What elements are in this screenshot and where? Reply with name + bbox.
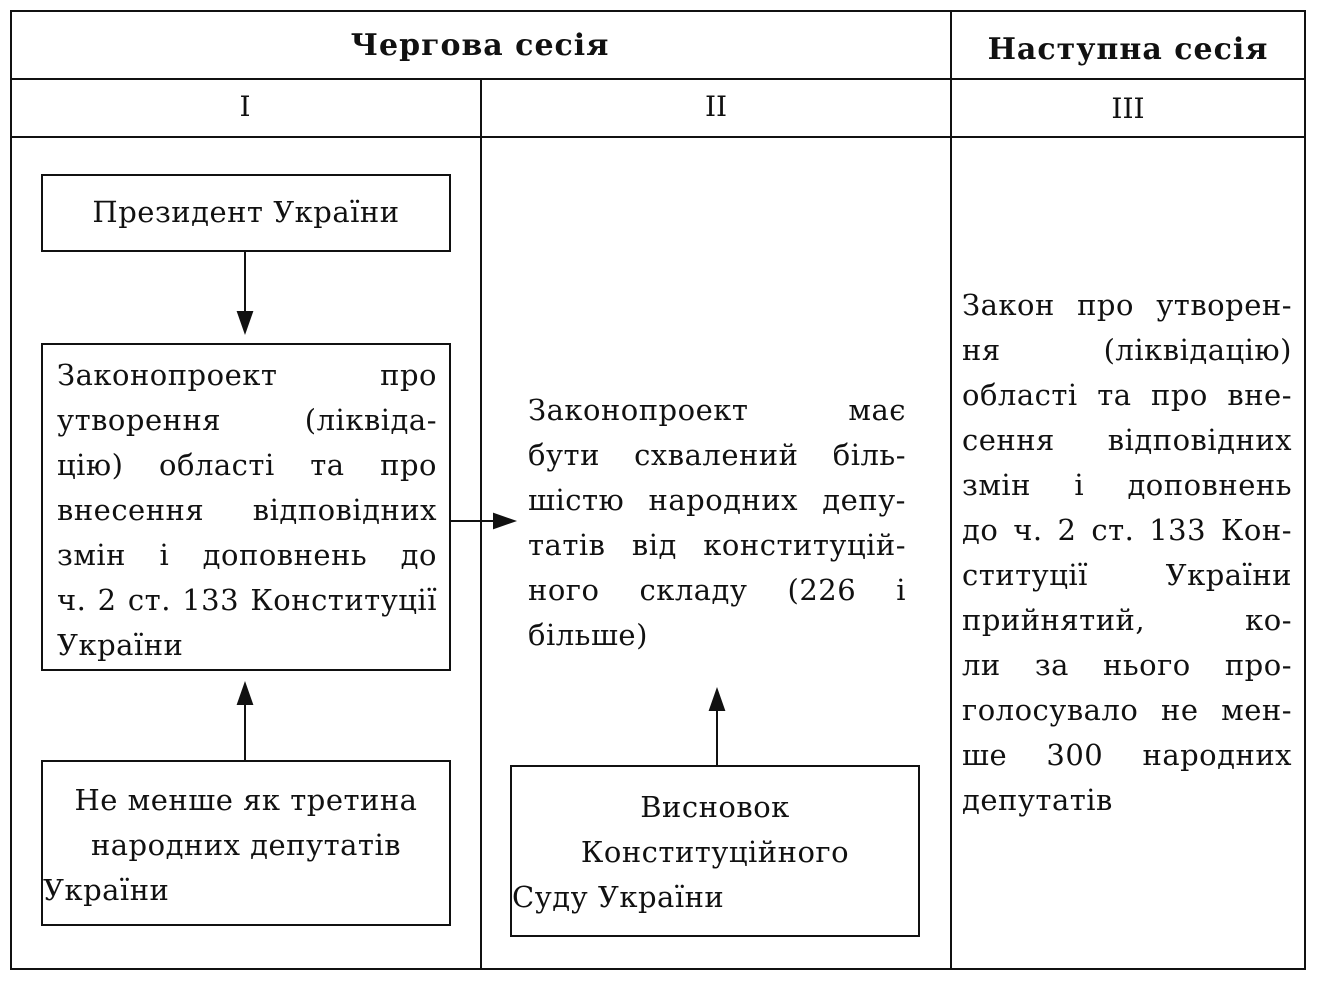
president-label: Президент України [92,195,400,229]
text-line: бути схвалений біль- [528,438,906,472]
text-line: змін і доповнень до [57,538,437,572]
text-line: України [43,873,170,907]
text-line: змін і доповнень [962,468,1292,502]
text-line: Суду України [512,880,725,914]
text-line: Конституційного [580,835,850,869]
text-line: ня (ліквідацію) [962,333,1292,367]
text-line: внесення відповідних [57,493,437,527]
text-line: голосувало не мен- [962,693,1292,727]
text-line: шістю народних депу- [528,483,906,517]
header-next-session: Наступна сесія [987,32,1269,67]
text-line: цію) області та про [57,448,437,482]
text-line: ли за нього про- [962,648,1292,682]
text-line: утворення (ліквіда- [57,403,437,437]
header-regular-session: Чергова сесія [350,28,610,63]
text-line: Закон про утворен- [962,288,1292,322]
text-line: прийнятий, ко- [962,603,1292,637]
text-line: Законопроект має [528,393,906,427]
text-line: ше 300 народних [962,738,1292,772]
text-line: сення відповідних [962,423,1292,457]
stage-3-label: III [1111,92,1145,125]
text-line: депутатів [962,783,1113,817]
text-line: області та про вне- [962,378,1292,412]
text-line: Законопроект про [57,358,437,392]
stage-2-label: II [704,90,728,123]
text-line: більше) [528,618,648,652]
text-line: до ч. 2 ст. 133 Кон- [962,513,1292,547]
text-line: Висновок [640,790,790,824]
text-line: народних депутатів [90,828,402,862]
text-line: ч. 2 ст. 133 Конституції [57,583,437,617]
text-line: татів від конституцій- [528,528,906,562]
text-line: Не менше як третина [74,783,418,817]
text-line: України [57,628,184,662]
text-line: ституції України [962,558,1292,592]
stage-1-label: I [239,90,251,123]
text-line: ного складу (226 і [528,573,906,607]
